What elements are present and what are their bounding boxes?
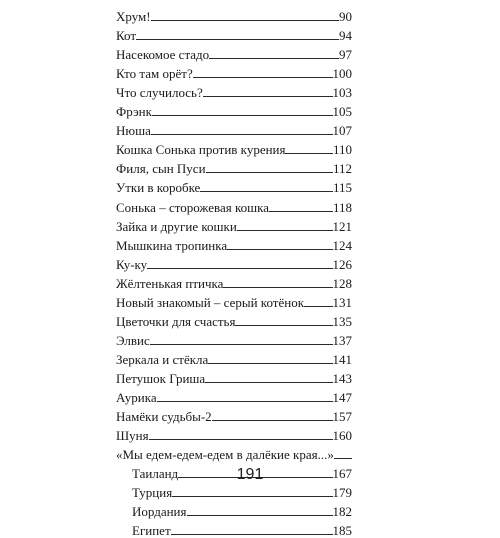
toc-entry [116,443,352,462]
page-number: 191 [236,466,264,483]
toc-leader-line [150,344,333,345]
toc-entry [116,329,352,348]
toc-entry [116,119,352,138]
toc-entry-page: 126 [332,256,352,272]
toc-leader-line [208,363,332,364]
toc-leader-line [187,515,333,516]
toc-entry-page: 143 [332,370,352,386]
toc-entry-page: 112 [332,161,352,177]
toc-entry-page: 100 [332,66,352,82]
toc-entry-page: 103 [332,85,352,101]
toc-leader-line [304,306,332,307]
toc-entry [116,367,352,386]
toc-leader-line [203,96,333,97]
toc-entry-title: Фрэнк [116,104,152,120]
toc-entry-page: 185 [332,523,352,538]
toc-entry-title: Петушок Гриша [116,370,206,386]
toc-entry-title: Таиланд [132,466,179,482]
toc-entry [116,138,352,157]
toc-entry [116,348,352,367]
toc-entry-title: Кто там орёт? [116,66,193,82]
toc-entry-page: 124 [332,237,352,253]
toc-entry-page: 115 [332,180,352,196]
toc-leader-line [152,115,333,116]
toc-entry-page: 182 [332,504,352,520]
toc-leader-line [223,287,332,288]
toc-leader-line [205,382,332,383]
toc-entry-title: Нюша [116,123,151,139]
toc-entry [116,310,352,329]
toc-entry-page: 167 [332,466,352,482]
toc-entry-title: Зеркала и стёкла [116,351,209,367]
toc-entry-title: Турция [132,485,173,501]
toc-leader-line [171,534,333,535]
toc-leader-line [151,20,339,21]
toc-entry-page: 137 [332,332,352,348]
toc-entry-title: Элвис [116,332,150,348]
toc-entry-page: 118 [332,199,352,215]
toc-entry-title: Кот [116,28,137,44]
toc-entry-title: «Мы едем-едем-едем в далёкие края...» [116,447,334,463]
toc-entry-page: 90 [339,9,352,25]
toc-leader-line [212,420,333,421]
toc-leader-line [200,191,333,192]
toc-leader-line [209,58,339,59]
toc-entry-title: Ку-ку [116,256,148,272]
toc-entry-title: Насекомое стадо [116,47,210,63]
toc-entry-page: 141 [332,351,352,367]
toc-leader-line [136,39,339,40]
toc-entry-page: 135 [332,313,352,329]
toc-entry-title: Аурика [116,389,157,405]
toc-leader-line [235,325,332,326]
toc-entry [116,253,352,272]
toc-entry [116,386,352,405]
toc-entry-page: 160 [332,428,352,444]
toc-leader-line [172,496,332,497]
toc-leader-line [227,249,332,250]
toc-entry [116,43,352,62]
toc-entry-page: 147 [332,389,352,405]
toc-entry [116,272,352,291]
toc-leader-line [151,134,333,135]
toc-entry-title: Египет [132,523,171,538]
toc-entry [116,100,352,119]
toc-entry [116,157,352,176]
toc-entry-title: Филя, сын Пуси [116,161,206,177]
toc-entry-page: 107 [332,123,352,139]
toc-entry-title: Хрум! [116,9,151,25]
toc-leader-line [285,153,332,154]
toc-entry [116,81,352,100]
toc-entry-title: Новый знакомый – серый котёнок [116,294,305,310]
toc-entry [116,291,352,310]
toc-entry [116,5,352,24]
toc-entry [116,62,352,81]
toc-leader-line [147,268,332,269]
toc-entry-title: Зайка и другие кошки [116,218,237,234]
toc-entry-page: 157 [332,409,352,425]
toc-entry [116,24,352,43]
toc-entry [116,405,352,424]
table-of-contents [116,5,352,538]
toc-leader-line [193,77,333,78]
toc-entry-page: 94 [339,28,352,44]
toc-leader-line [206,172,333,173]
toc-entry-title: Что случилось? [116,85,203,101]
toc-leader-line [269,211,333,212]
toc-entry-title: Утки в коробке [116,180,201,196]
toc-leader-line [149,439,333,440]
toc-entry-page: 105 [332,104,352,120]
toc-entry-title: Цветочки для счастья [116,313,236,329]
toc-entry-title: Сонька – сторожевая кошка [116,199,270,215]
toc-leader-line [157,401,333,402]
toc-entry [116,424,352,443]
toc-entry-page: 131 [332,294,352,310]
toc-entry-title: Намёки судьбы-2 [116,409,212,425]
toc-leader-line [237,230,333,231]
toc-entry-title: Жёлтенькая птичка [116,275,224,291]
toc-entry [116,481,352,500]
toc-entry [116,500,352,519]
toc-entry [116,215,352,234]
toc-entry [116,234,352,253]
toc-entry-page: 97 [339,47,352,63]
toc-entry [116,519,352,538]
toc-entry [116,195,352,214]
toc-leader-line [334,458,352,459]
toc-entry-title: Шуня [116,428,149,444]
toc-entry-title: Иордания [132,504,187,520]
toc-entry-title: Мышкина тропинка [116,237,228,253]
toc-entry-page: 128 [332,275,352,291]
toc-entry-page: 110 [332,142,352,158]
toc-entry-title: Кошка Сонька против курения [116,142,286,158]
toc-entry-page: 121 [332,218,352,234]
toc-entry-page: 179 [332,485,352,501]
toc-entry [116,176,352,195]
